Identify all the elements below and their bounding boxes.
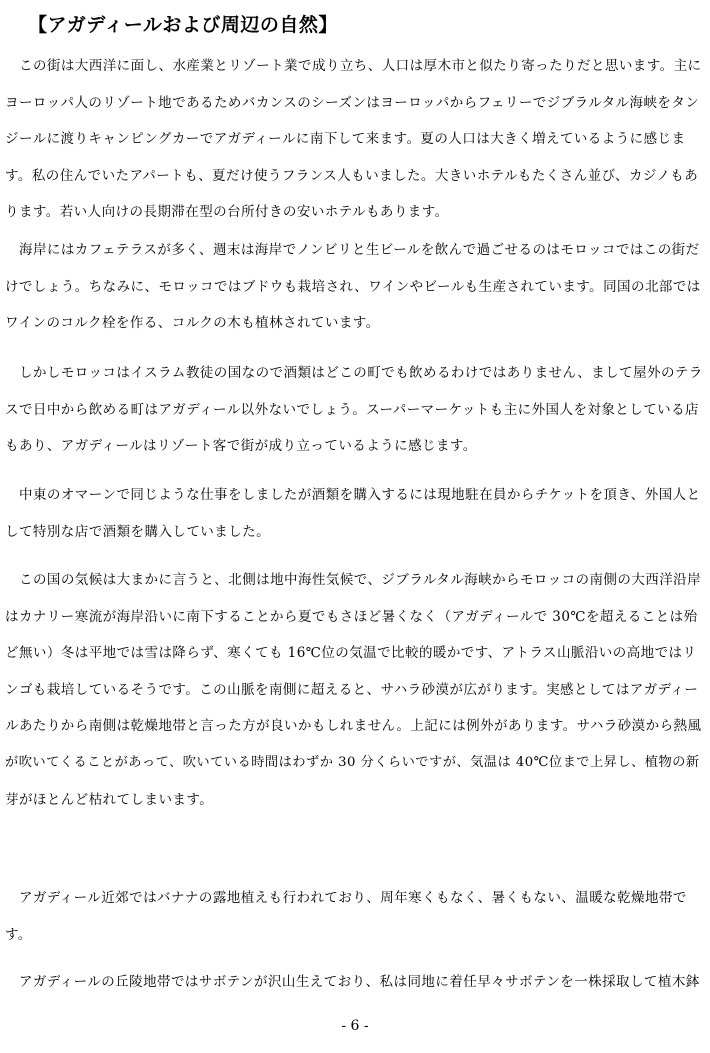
paragraph-resort-town	[5, 48, 707, 231]
page-number: - 6 -	[341, 1018, 369, 1034]
text-line: して特別な店で酒類を購入していました。	[5, 523, 271, 540]
text-line: ワインのコルク栓を作る、コルクの木も植林されています。	[5, 315, 380, 332]
section-heading: 【アガディールおよび周辺の自然】	[28, 14, 338, 36]
text-line: アガディール近郊ではバナナの露地植えも行われており、周年寒くもなく、暑くもない、温暖な乾燥地帯で	[19, 890, 687, 906]
text-line: 芽がほとんど枯れてしまいます。	[5, 791, 214, 808]
text-line: ルあたりから南側は乾燥地帯と言った方が良いかもしれません。上記には例外があります。サハラ砂漠から熱風	[5, 718, 702, 735]
paragraph-islam-alcohol	[5, 355, 707, 465]
text-line: けでしょう。ちなみに、モロッコではブドウも栽培され、ワインやビールも生産されています。同国の北部では	[5, 278, 701, 295]
text-line: 中東のオマーンで同じような仕事をしましたが酒類を購入するには現地駐在員からチケットを頂き、外国人と	[19, 487, 701, 503]
paragraph-climate	[5, 562, 707, 818]
paragraph-cactus	[5, 964, 707, 1001]
paragraph-cafe-terrace	[5, 232, 707, 342]
text-line: ジールに渡りキャンピングカーでアガディールに南下して来ます。夏の人口は大きく増えているように感じま	[5, 131, 686, 148]
text-line: もあり、アガディールはリゾート客で街が成り立っているように感じます。	[5, 438, 477, 455]
paragraph-oman	[5, 477, 707, 550]
text-line: アガディールの丘陵地帯ではサボテンが沢山生えており、私は同地に着任早々サボテンを一株採取して植木鉢	[19, 974, 700, 990]
text-line: す。	[5, 926, 32, 943]
text-line: ります。若い人向けの長期滞在型の台所付きの安いホテルもあります。	[5, 204, 449, 221]
text-line: ど無い）冬は平地では雪は降らず、寒くても 16℃位の気温で比較的暖かです、アトラス山脈沿いの高地ではリ	[5, 645, 697, 662]
text-line: 海岸にはカフェテラスが多く、週末は海岸でノンビリと生ビールを飲んで過ごせるのはモロッコではこの街だ	[19, 242, 700, 258]
text-line: この街は大西洋に面し、水産業とリゾート業で成り立ち、人口は厚木市と似たり寄ったりだと思います。主に	[19, 58, 702, 74]
text-line: はカナリー寒流が海岸沿いに南下することから夏でもさほど暑くなく（アガディールで 30℃を超えることは殆	[5, 608, 698, 625]
text-line: しかしモロッコはイスラム教徒の国なので酒類はどこの町でも飲めるわけではありません、まして屋外のテラ	[19, 365, 703, 381]
text-line: スで日中から飲める町はアガディール以外ないでしょう。スーパーマーケットも主に外国人を対象としている店	[5, 401, 699, 418]
text-line: この国の気候は大まかに言うと、北側は地中海性気候で、ジブラルタル海峡からモロッコの南側の大西洋沿岸	[19, 572, 702, 588]
paragraph-bananas	[5, 880, 707, 953]
text-line: ンゴも栽培しているそうです。この山脈を南側に超えると、サハラ砂漠が広がります。実感としてはアガディー	[5, 681, 699, 698]
text-line: す。私の住んでいたアパートも、夏だけ使うフランス人もいました。大きいホテルもたくさん並び、カジノもあ	[5, 167, 699, 184]
text-line: が吹いてくることがあって、吹いている時間はわずか 30 分くらいですが、気温は 40℃位まで上昇し、植物の新	[5, 754, 700, 770]
text-line: ヨーロッパ人のリゾート地であるためバカンスのシーズンはヨーロッパからフェリーでジブラルタル海峡をタン	[5, 94, 700, 111]
